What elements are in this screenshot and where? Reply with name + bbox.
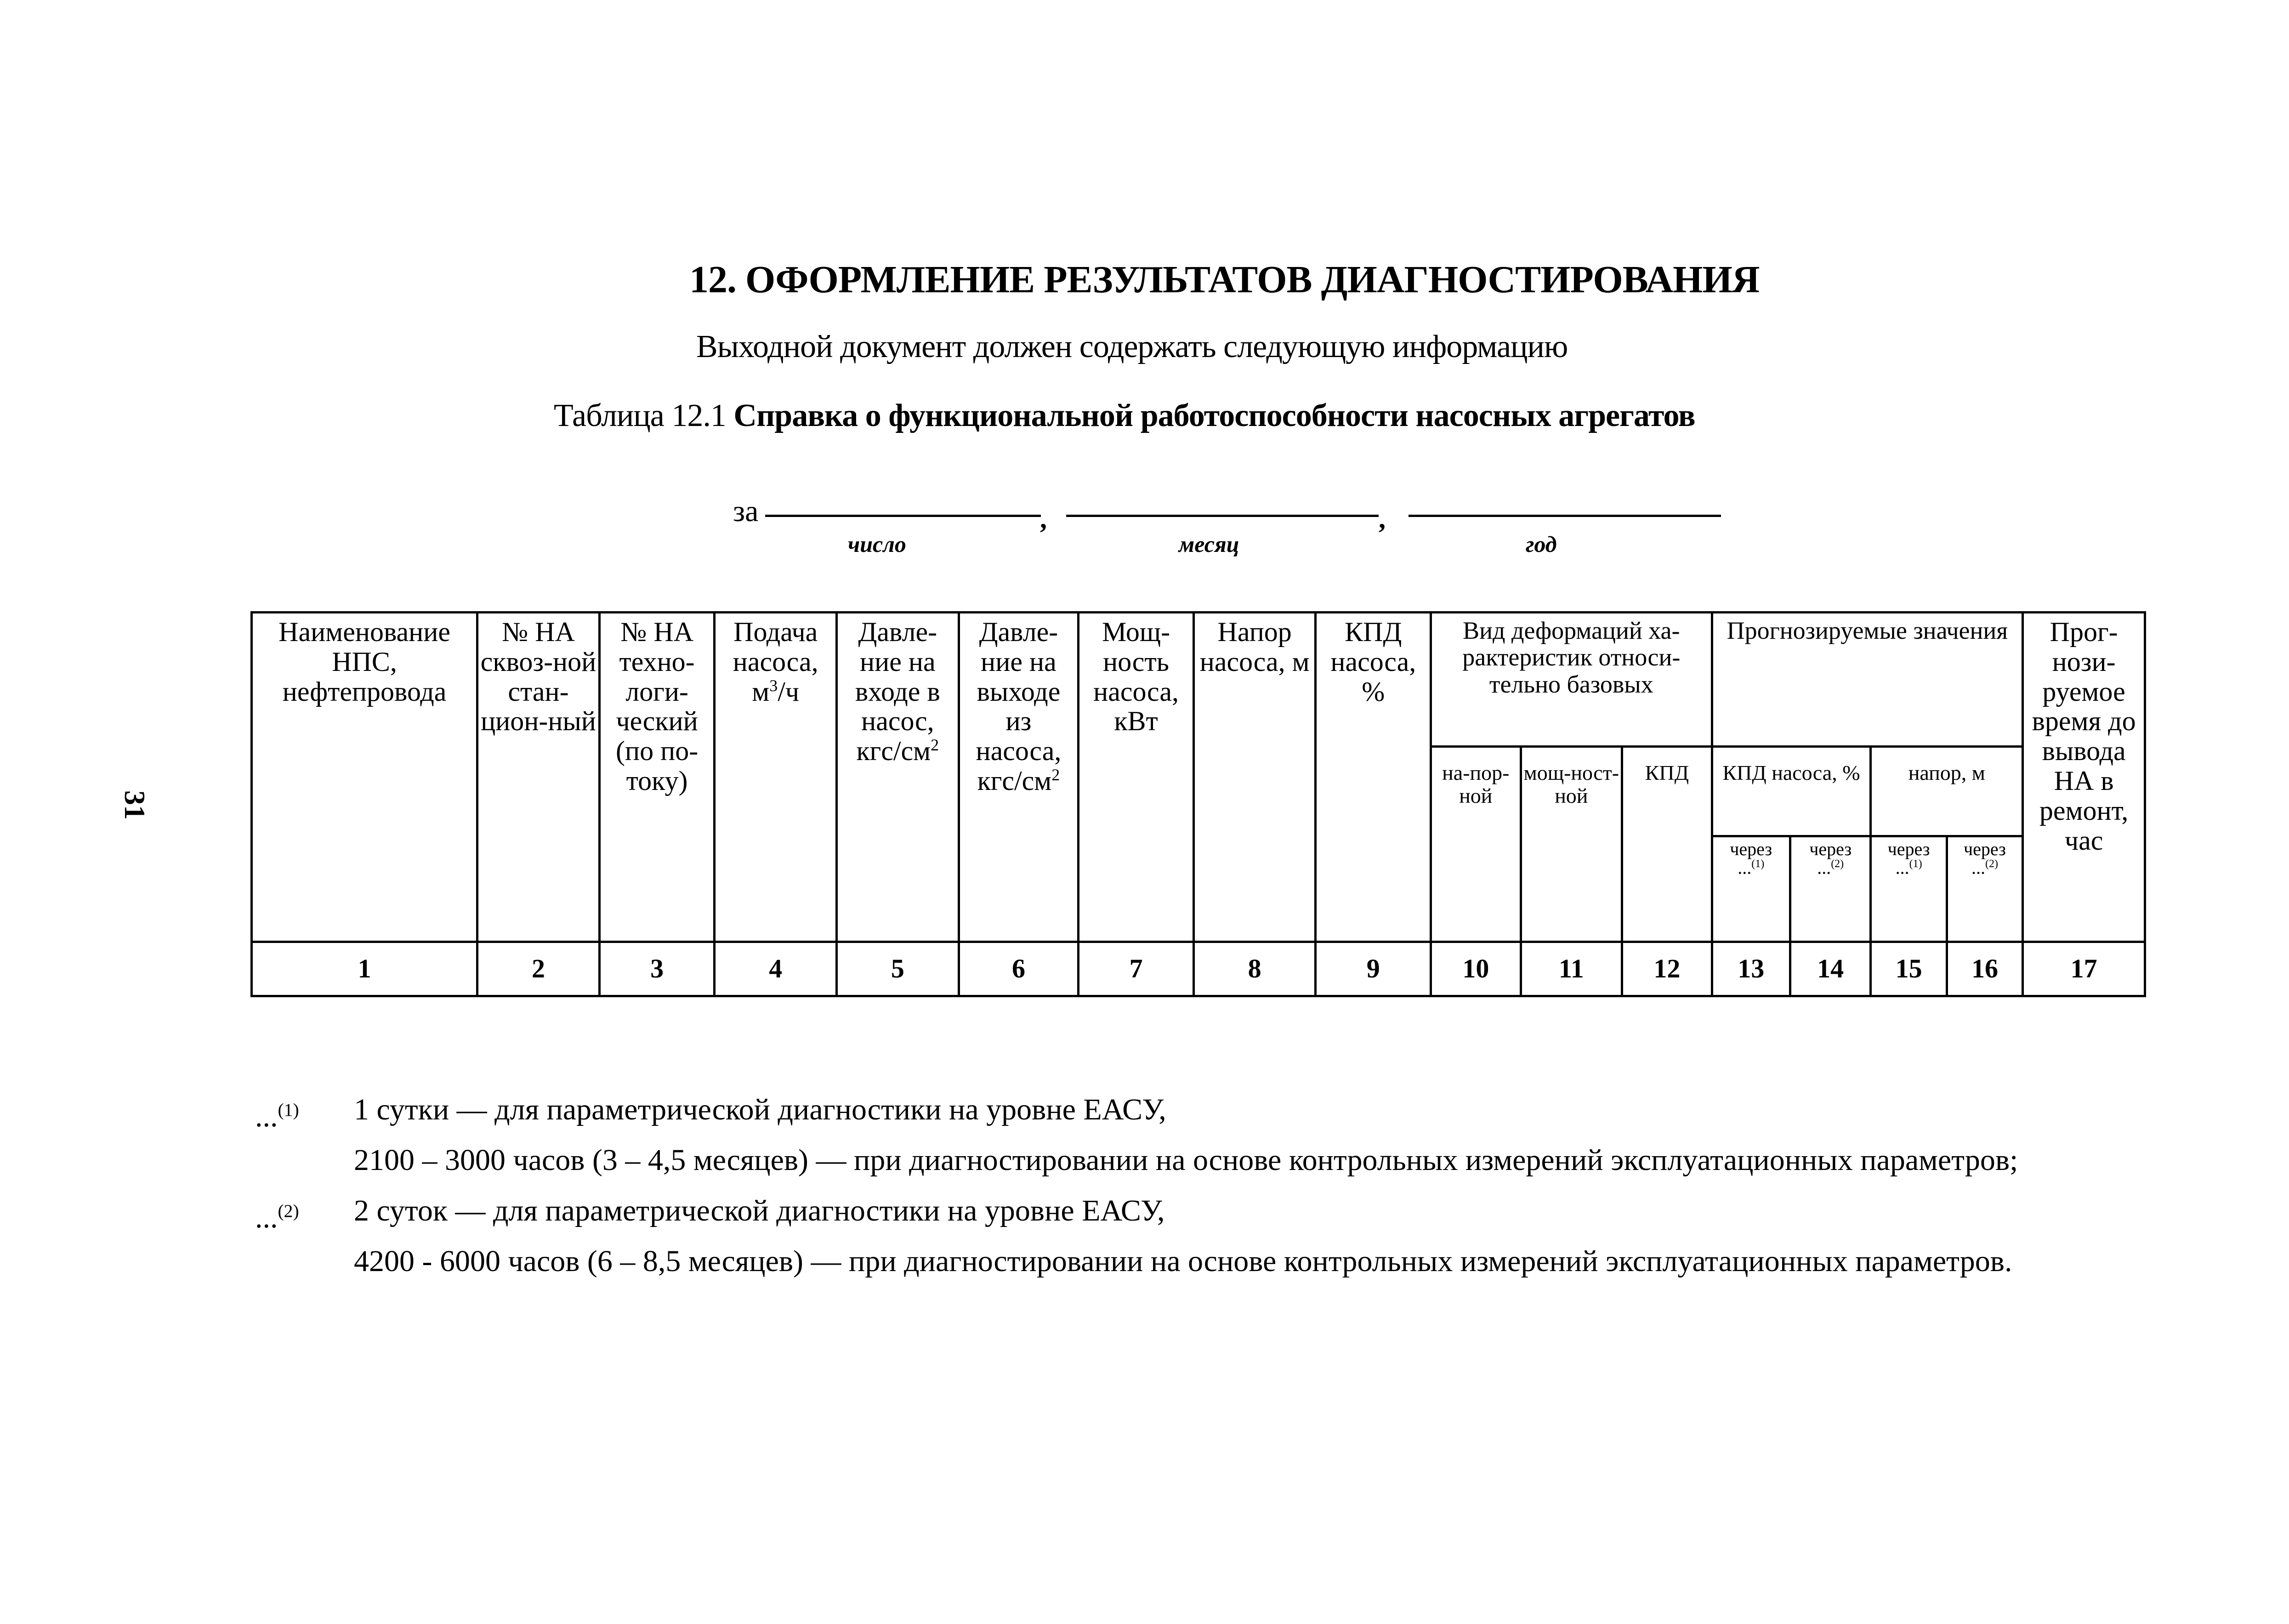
column-number-row — [252, 942, 2145, 996]
column-number: 2 — [477, 942, 600, 996]
col-header-outlet-pressure — [959, 613, 1079, 942]
inlet-pressure-sup: 2 — [931, 736, 939, 755]
footnote-dots: ... — [255, 1100, 278, 1133]
footnote-text: 1 сутки — для параметрической диагностики на уровне ЕАСУ, — [354, 1093, 1166, 1126]
through-label: через — [1887, 838, 1930, 859]
year-line — [1409, 515, 1721, 517]
inlet-pressure-label: Давле-ние на входе в насос, кгс/см — [855, 617, 940, 767]
outlet-pressure-label: Давле-ние на выходе из насоса, кгс/см — [976, 617, 1062, 796]
col-header-fc-head-2 — [1947, 836, 2022, 942]
through-mark: ... — [1817, 857, 1831, 878]
column-number: 16 — [1947, 942, 2022, 996]
through-label: через — [1730, 838, 1772, 859]
col-header-inlet-pressure — [837, 613, 959, 942]
col-header-fc-eff: КПД насоса, % — [1712, 746, 1871, 836]
col-header-fc-head: напор, м — [1871, 746, 2023, 836]
column-number: 5 — [837, 942, 959, 996]
column-number: 3 — [599, 942, 715, 996]
section-title: 12. ОФОРМЛЕНИЕ РЕЗУЛЬТАТОВ ДИАГНОСТИРОВАНИЯ — [689, 258, 1760, 301]
col-header-power: Мощ-ность насоса, кВт — [1079, 613, 1194, 942]
year-caption: год — [1526, 531, 1557, 557]
col-header-fc-eff-2 — [1790, 836, 1870, 942]
through-sup: (1) — [1751, 857, 1765, 870]
comma-2: , — [1379, 504, 1386, 534]
through-sup: (2) — [1985, 857, 1998, 870]
column-number: 17 — [2023, 942, 2145, 996]
month-caption: месяц — [1179, 531, 1239, 557]
col-header-na-tech: № НА техно-логи-ческий (по по-току) — [599, 613, 715, 942]
period-za: за — [733, 494, 759, 528]
col-header-deformation: Вид деформаций ха-рактеристик относи-тельно базовых — [1431, 613, 1712, 747]
table-caption-title: Справка о функциональной работоспособности насосных агрегатов — [733, 398, 1695, 433]
through-mark: ... — [1971, 857, 1985, 878]
through-sup: (1) — [1909, 857, 1922, 870]
table-caption — [554, 397, 1695, 434]
day-caption: число — [848, 531, 906, 557]
column-number: 13 — [1712, 942, 1790, 996]
month-line — [1066, 515, 1379, 517]
col-header-deform-head: на-пор-ной — [1431, 746, 1521, 942]
column-number: 9 — [1316, 942, 1431, 996]
column-number: 14 — [1790, 942, 1870, 996]
col-header-name: Наименование НПС, нефтепровода — [252, 613, 477, 942]
report-period — [733, 494, 1744, 563]
through-mark: ... — [1895, 857, 1909, 878]
flow-unit: /ч — [778, 676, 800, 707]
column-number: 8 — [1193, 942, 1316, 996]
col-header-fc-head-1 — [1871, 836, 1947, 942]
column-number: 7 — [1079, 942, 1194, 996]
flow-label: Подача насоса, м — [733, 617, 818, 707]
footnote-dots: ... — [255, 1201, 278, 1234]
footnote-text: 2 суток — для параметрической диагностики на уровне ЕАСУ, — [354, 1194, 1165, 1227]
column-number: 6 — [959, 942, 1079, 996]
through-label: через — [1809, 838, 1852, 859]
intro-text: Выходной документ должен содержать следующую информацию — [696, 329, 1568, 364]
column-number: 4 — [715, 942, 837, 996]
col-header-head: Напор насоса, м — [1193, 613, 1316, 942]
table-caption-prefix: Таблица 12.1 — [554, 398, 726, 433]
column-number: 15 — [1871, 942, 1947, 996]
footnote-sup: (1) — [278, 1100, 299, 1120]
col-header-flow — [715, 613, 837, 942]
header-row-1 — [252, 613, 2145, 747]
column-number: 12 — [1622, 942, 1712, 996]
col-header-efficiency: КПД насоса, % — [1316, 613, 1431, 942]
footnote-mark — [255, 1186, 299, 1243]
col-header-deform-power: мощ-ност-ной — [1521, 746, 1622, 942]
col-header-forecast: Прогнозируемые значения — [1712, 613, 2023, 747]
through-label: через — [1964, 838, 2006, 859]
col-header-fc-eff-1 — [1712, 836, 1790, 942]
comma-1: , — [1040, 504, 1047, 534]
col-header-deform-eff: КПД — [1622, 746, 1712, 942]
footnote-text: 2100 – 3000 часов (3 – 4,5 месяцев) — при диагностировании на основе контрольных измерений эксплуатационных параметров; — [354, 1143, 2018, 1177]
col-header-forecast-time: Прог-нози-руемое время до вывода НА в ремонт, час — [2023, 613, 2145, 942]
col-header-na-through: № НА сквоз-ной стан-цион-ный — [477, 613, 600, 942]
footnote-text: 4200 - 6000 часов (6 – 8,5 месяцев) — при диагностировании на основе контрольных измерений эксплуатационных параметров. — [354, 1244, 2012, 1278]
flow-sup: 3 — [769, 676, 778, 695]
column-number: 10 — [1431, 942, 1521, 996]
through-mark: ... — [1738, 857, 1752, 878]
through-sup: (2) — [1831, 857, 1844, 870]
footnote-mark — [255, 1085, 299, 1142]
outlet-pressure-sup: 2 — [1051, 765, 1060, 784]
footnote-sup: (2) — [278, 1201, 299, 1221]
report-table — [250, 611, 2146, 997]
column-number: 11 — [1521, 942, 1622, 996]
page-number: 31 — [119, 790, 151, 820]
day-line — [765, 515, 1041, 517]
column-number: 1 — [252, 942, 477, 996]
